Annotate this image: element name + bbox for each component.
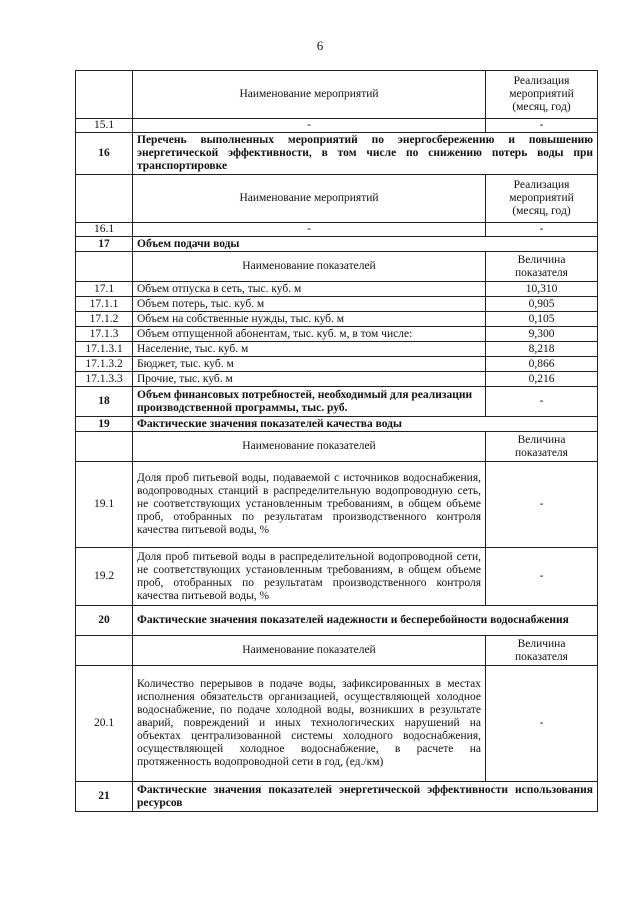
implementation-header: Реализация мероприятий (месяц, год) (486, 175, 598, 223)
table-row (76, 372, 598, 387)
row-name: Доля проб питьевой воды в распределительной водопроводной сети, не соответствующих установленным требованиям, в общем объеме проб, отобранных по результатам производственного контроля качества питьевой воды, % (133, 548, 486, 606)
row-number: 17.1.3.1 (76, 342, 133, 357)
row-value: - (486, 462, 598, 548)
table-row (76, 548, 598, 606)
row-value: 0,905 (486, 297, 598, 312)
header-num-cell (76, 175, 133, 223)
section-row (76, 387, 598, 417)
section-row (76, 782, 598, 812)
section-row (76, 237, 598, 252)
row-value: 0,105 (486, 312, 598, 327)
row-value: - (486, 548, 598, 606)
header-num-cell (76, 71, 133, 119)
implementation-header: Реализация мероприятий (месяц, год) (486, 71, 598, 119)
page-number: 6 (316, 38, 324, 53)
section-title: Фактические значения показателей качества воды (133, 417, 598, 432)
indicators-header: Наименование показателей (133, 636, 486, 666)
table-header-row (76, 252, 598, 282)
section-title: Объем финансовых потребностей, необходимый для реализации производственной программы, тыс. руб. (133, 387, 486, 417)
row-name: Бюджет, тыс. куб. м (133, 357, 486, 372)
table-row (76, 357, 598, 372)
table-row (76, 666, 598, 782)
indicators-header: Наименование показателей (133, 432, 486, 462)
section-row (76, 606, 598, 636)
row-number: 17.1.3.3 (76, 372, 133, 387)
table-header-row (76, 636, 598, 666)
row-number: 16.1 (76, 223, 133, 237)
row-name: Доля проб питьевой воды, подаваемой с источников водоснабжения, водопроводных станций в распределительную водопроводную сеть, не соответствующих установленным требованиям, в общем объеме проб, отобранных по результатам производственного контроля качества питьевой воды, % (133, 462, 486, 548)
row-number: 17.1 (76, 282, 133, 297)
row-name: Количество перерывов в подаче воды, зафиксированных в местах исполнения обязательств организацией, осуществляющей холодное водоснабжение, по подаче холодной воды, возникших в результате аварий, повреждений и иных технологических нарушений на объектах централизованной системы холодного водоснабжения, осуществляющей холодное водоснабжение, в расчете на протяженность водопроводной сети в год, (ед./км) (133, 666, 486, 782)
row-number: 20.1 (76, 666, 133, 782)
row-name: - (133, 119, 486, 133)
header-num-cell (76, 636, 133, 666)
row-number: 15.1 (76, 119, 133, 133)
row-name: Объем потерь, тыс. куб. м (133, 297, 486, 312)
row-number: 17.1.1 (76, 297, 133, 312)
section-title: Фактические значения показателей энергетической эффективности использования ресурсов (133, 782, 598, 812)
row-name: Население, тыс. куб. м (133, 342, 486, 357)
row-value: - (486, 223, 598, 237)
table-row (76, 327, 598, 342)
row-name: - (133, 223, 486, 237)
section-title: Фактические значения показателей надежности и бесперебойности водоснабжения (133, 606, 598, 636)
row-value: 0,866 (486, 357, 598, 372)
table-row (76, 282, 598, 297)
section-number: 17 (76, 237, 133, 252)
section-number: 18 (76, 387, 133, 417)
table-row (76, 342, 598, 357)
header-num-cell (76, 252, 133, 282)
row-number: 17.1.2 (76, 312, 133, 327)
row-name: Объем отпуска в сеть, тыс. куб. м (133, 282, 486, 297)
measures-header: Наименование мероприятий (133, 71, 486, 119)
program-table (75, 70, 598, 812)
table-row (76, 462, 598, 548)
table-header-row (76, 432, 598, 462)
row-value: 8,218 (486, 342, 598, 357)
section-title: Объем подачи воды (133, 237, 598, 252)
row-value: - (486, 666, 598, 782)
table-row (76, 312, 598, 327)
row-value: - (486, 119, 598, 133)
table-header-row (76, 175, 598, 223)
section-number: 16 (76, 133, 133, 175)
row-value: 9,300 (486, 327, 598, 342)
header-num-cell (76, 432, 133, 462)
row-value: 0,216 (486, 372, 598, 387)
row-number: 19.2 (76, 548, 133, 606)
measures-header: Наименование мероприятий (133, 175, 486, 223)
row-value: - (486, 387, 598, 417)
row-name: Объем отпущенной абонентам, тыс. куб. м, в том числе: (133, 327, 486, 342)
row-value: 10,310 (486, 282, 598, 297)
section-number: 19 (76, 417, 133, 432)
section-title: Перечень выполненных мероприятий по энергосбережению и повышению энергетической эффективности, в том числе по снижению потерь воды при транспортировке (133, 133, 598, 175)
value-header: Величина показателя (486, 252, 598, 282)
row-name: Прочие, тыс. куб. м (133, 372, 486, 387)
row-number: 19.1 (76, 462, 133, 548)
table-row (76, 223, 598, 237)
row-number: 17.1.3.2 (76, 357, 133, 372)
section-number: 20 (76, 606, 133, 636)
indicators-header: Наименование показателей (133, 252, 486, 282)
table-row (76, 297, 598, 312)
table-header-row (76, 71, 598, 119)
section-row (76, 133, 598, 175)
value-header: Величина показателя (486, 432, 598, 462)
section-row (76, 417, 598, 432)
table-row (76, 119, 598, 133)
row-name: Объем на собственные нужды, тыс. куб. м (133, 312, 486, 327)
value-header: Величина показателя (486, 636, 598, 666)
section-number: 21 (76, 782, 133, 812)
row-number: 17.1.3 (76, 327, 133, 342)
